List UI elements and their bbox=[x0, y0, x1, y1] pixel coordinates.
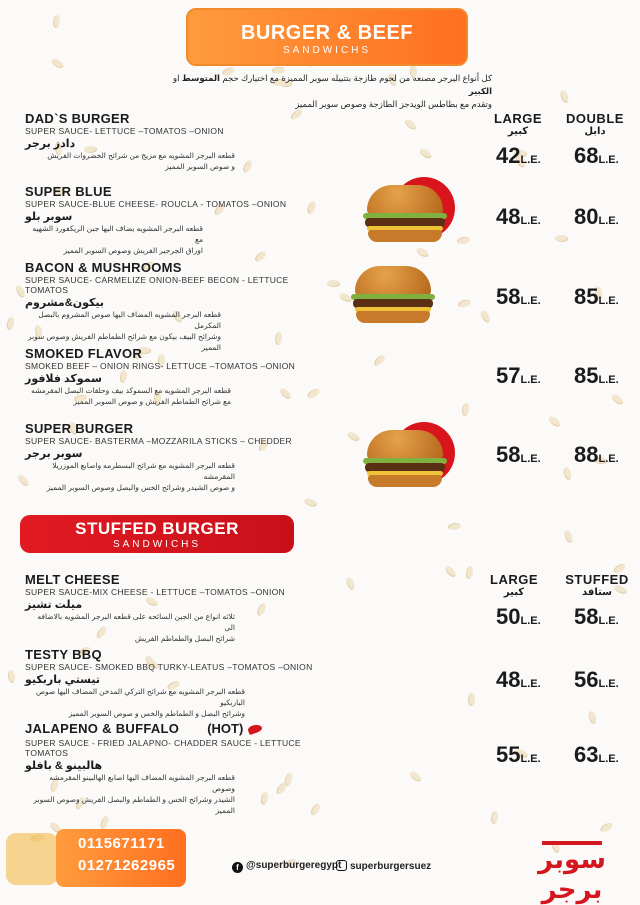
col-stuffed-header: STUFFED ستافد bbox=[565, 572, 629, 598]
price-large: 57L.E. bbox=[496, 363, 541, 388]
chili-pepper-icon bbox=[247, 723, 263, 735]
stuffed-section-title: STUFFED BURGER bbox=[75, 519, 239, 538]
price-large: 48L.E. bbox=[496, 204, 541, 229]
menu-item-testy-bbq[interactable]: TESTY BBQ SUPER SAUCE- SMOKED BBQ TURKY-LEATUS –TOMATOS –ONION تيستي باربكيو قطعه البرجر المشويه مع شرائح التركي المدخن المضاف اليها صوص الباربكيو وشرائح البصل و الطماطم والخس و صوص السوبر المميز bbox=[25, 647, 313, 718]
price-double: 68L.E. bbox=[574, 143, 619, 168]
facebook-icon: f bbox=[232, 862, 243, 873]
super-burger-logo: سوبر برجر bbox=[522, 835, 622, 887]
menu-item-melt-cheese[interactable]: MELT CHEESE SUPER SAUCE-MIX CHEESE - LETTUCE –TOMATOS –ONION ميلت تشيز ثلاثه انواع من الجبن السائحه على قطعه البرجر المشويه بالاضافه الى شرائح البصل والطماطم الفريش bbox=[25, 572, 285, 643]
price-double: 85L.E. bbox=[574, 284, 619, 309]
price-large: 50L.E. bbox=[496, 604, 541, 629]
menu-item-super-blue[interactable]: SUPER BLUE SUPER SAUCE-BLUE CHEESE- ROUCLA - TOMATOS –ONION سوبر بلو قطعه البرجر المشويه يضاف اليها جبن الريكفورد الشهيه مع اوراق الجرجير الفريش وصوص السوبر المميز bbox=[25, 184, 287, 255]
super-burger-image bbox=[355, 422, 455, 492]
menu-item-bacon-mushrooms[interactable]: BACON & MUSHROOMS SUPER SAUCE- CARMELIZE ONION-BEEF BECON - LETTUCE TOMATOS بيكون&مشروم قطعه البرجر المشويه المضاف اليها صوص المشروم بالبصل المكرمل وشرائح البيف بيكون مع شرائح الطماطم الفريش وصوص سوبر المميز bbox=[25, 260, 289, 352]
crown-icon bbox=[542, 835, 602, 845]
price-stuffed: 58L.E. bbox=[574, 604, 619, 629]
instagram-link[interactable]: superburgersuez bbox=[336, 860, 431, 872]
price-large: 58L.E. bbox=[496, 284, 541, 309]
contact-block bbox=[0, 825, 190, 893]
burger-section-title: BURGER & BEEF bbox=[240, 22, 414, 44]
price-double: 85L.E. bbox=[574, 363, 619, 388]
stuffed-burger-banner bbox=[20, 515, 294, 553]
price-large: 42L.E. bbox=[496, 143, 541, 168]
price-double: 80L.E. bbox=[574, 204, 619, 229]
stuffed-section-subtitle: SANDWICHS bbox=[112, 539, 202, 550]
col-large-header: LARGE كبير bbox=[494, 111, 542, 137]
hot-label: (HOT) bbox=[207, 721, 244, 736]
menu-item-jalapeno-buffalo[interactable]: JALAPENO & BUFFALO (HOT) SUPER SAUCE - FRIED JALAPNO- CHADDER SAUCE - LETTUCE TOMATOS هالبينو & بافلو قطعه البرجر المشويه المضاف اليها اصابع الهالبينو المقرمشه وصوص الشيدر وشرائح الخس و الطماطم والبصل الفريش وصوص السوبر المميز bbox=[25, 721, 301, 815]
price-stuffed: 63L.E. bbox=[574, 742, 619, 767]
price-stuffed: 56L.E. bbox=[574, 667, 619, 692]
price-double: 88L.E. bbox=[574, 442, 619, 467]
price-large: 55L.E. bbox=[496, 742, 541, 767]
bacon-mushrooms-image bbox=[343, 258, 443, 328]
phone-number-2[interactable]: 01271262965 bbox=[78, 857, 176, 874]
burger-intro-text: كل أنواع البرجر مصنعه من لحوم طازجة بتتبيله سوبر المميزة مع اختيارك حجم المتوسط او الكبير وتقدم مع بطاطس الويدجز الطازجة وصوص سوبر المميز bbox=[173, 73, 492, 109]
menu-item-smoked-flavor[interactable]: SMOKED FLAVOR SMOKED BEEF – ONION RINGS- LETTUCE –TOMATOS –ONION سموكد فلافور قطعه البرجر المشويه مع السموكد بيف وحلقات البصل المقرمشه مع شرائح الطماطم الفريش و صوص السوبر المميز bbox=[25, 346, 296, 406]
super-blue-image bbox=[355, 177, 455, 247]
phone-number-1[interactable]: 0115671171 bbox=[78, 835, 165, 852]
col-double-header: DOUBLE دابل bbox=[566, 111, 624, 137]
burger-beef-banner bbox=[186, 8, 468, 66]
delivery-icon bbox=[6, 833, 58, 885]
instagram-icon bbox=[336, 860, 347, 871]
col-large-header: LARGE كبير bbox=[490, 572, 538, 598]
menu-item-dads-burger[interactable]: DAD`S BURGER SUPER SAUCE- LETTUCE –TOMATOS –ONION دادز برجر قطعه البرجر المشويه مع مزيج من شرائح الخضروات الفريش و صوص السوبر المميز bbox=[25, 111, 235, 171]
price-large: 58L.E. bbox=[496, 442, 541, 467]
facebook-link[interactable]: f @superburgeregypt bbox=[232, 860, 341, 873]
burger-section-subtitle: SANDWICHS bbox=[282, 45, 372, 56]
price-large: 48L.E. bbox=[496, 667, 541, 692]
menu-item-super-burger[interactable]: SUPER BURGER SUPER SAUCE- BASTERMA –MOZZARILA STICKS – CHEDDER سوبر برجر قطعه البرجر المشويه مع شرائح البسطرمه واصابع الموزريلا المقرمشه و صوص الشيدر وشرائح الخس والبصل وصوص السوبر المميز bbox=[25, 421, 292, 492]
